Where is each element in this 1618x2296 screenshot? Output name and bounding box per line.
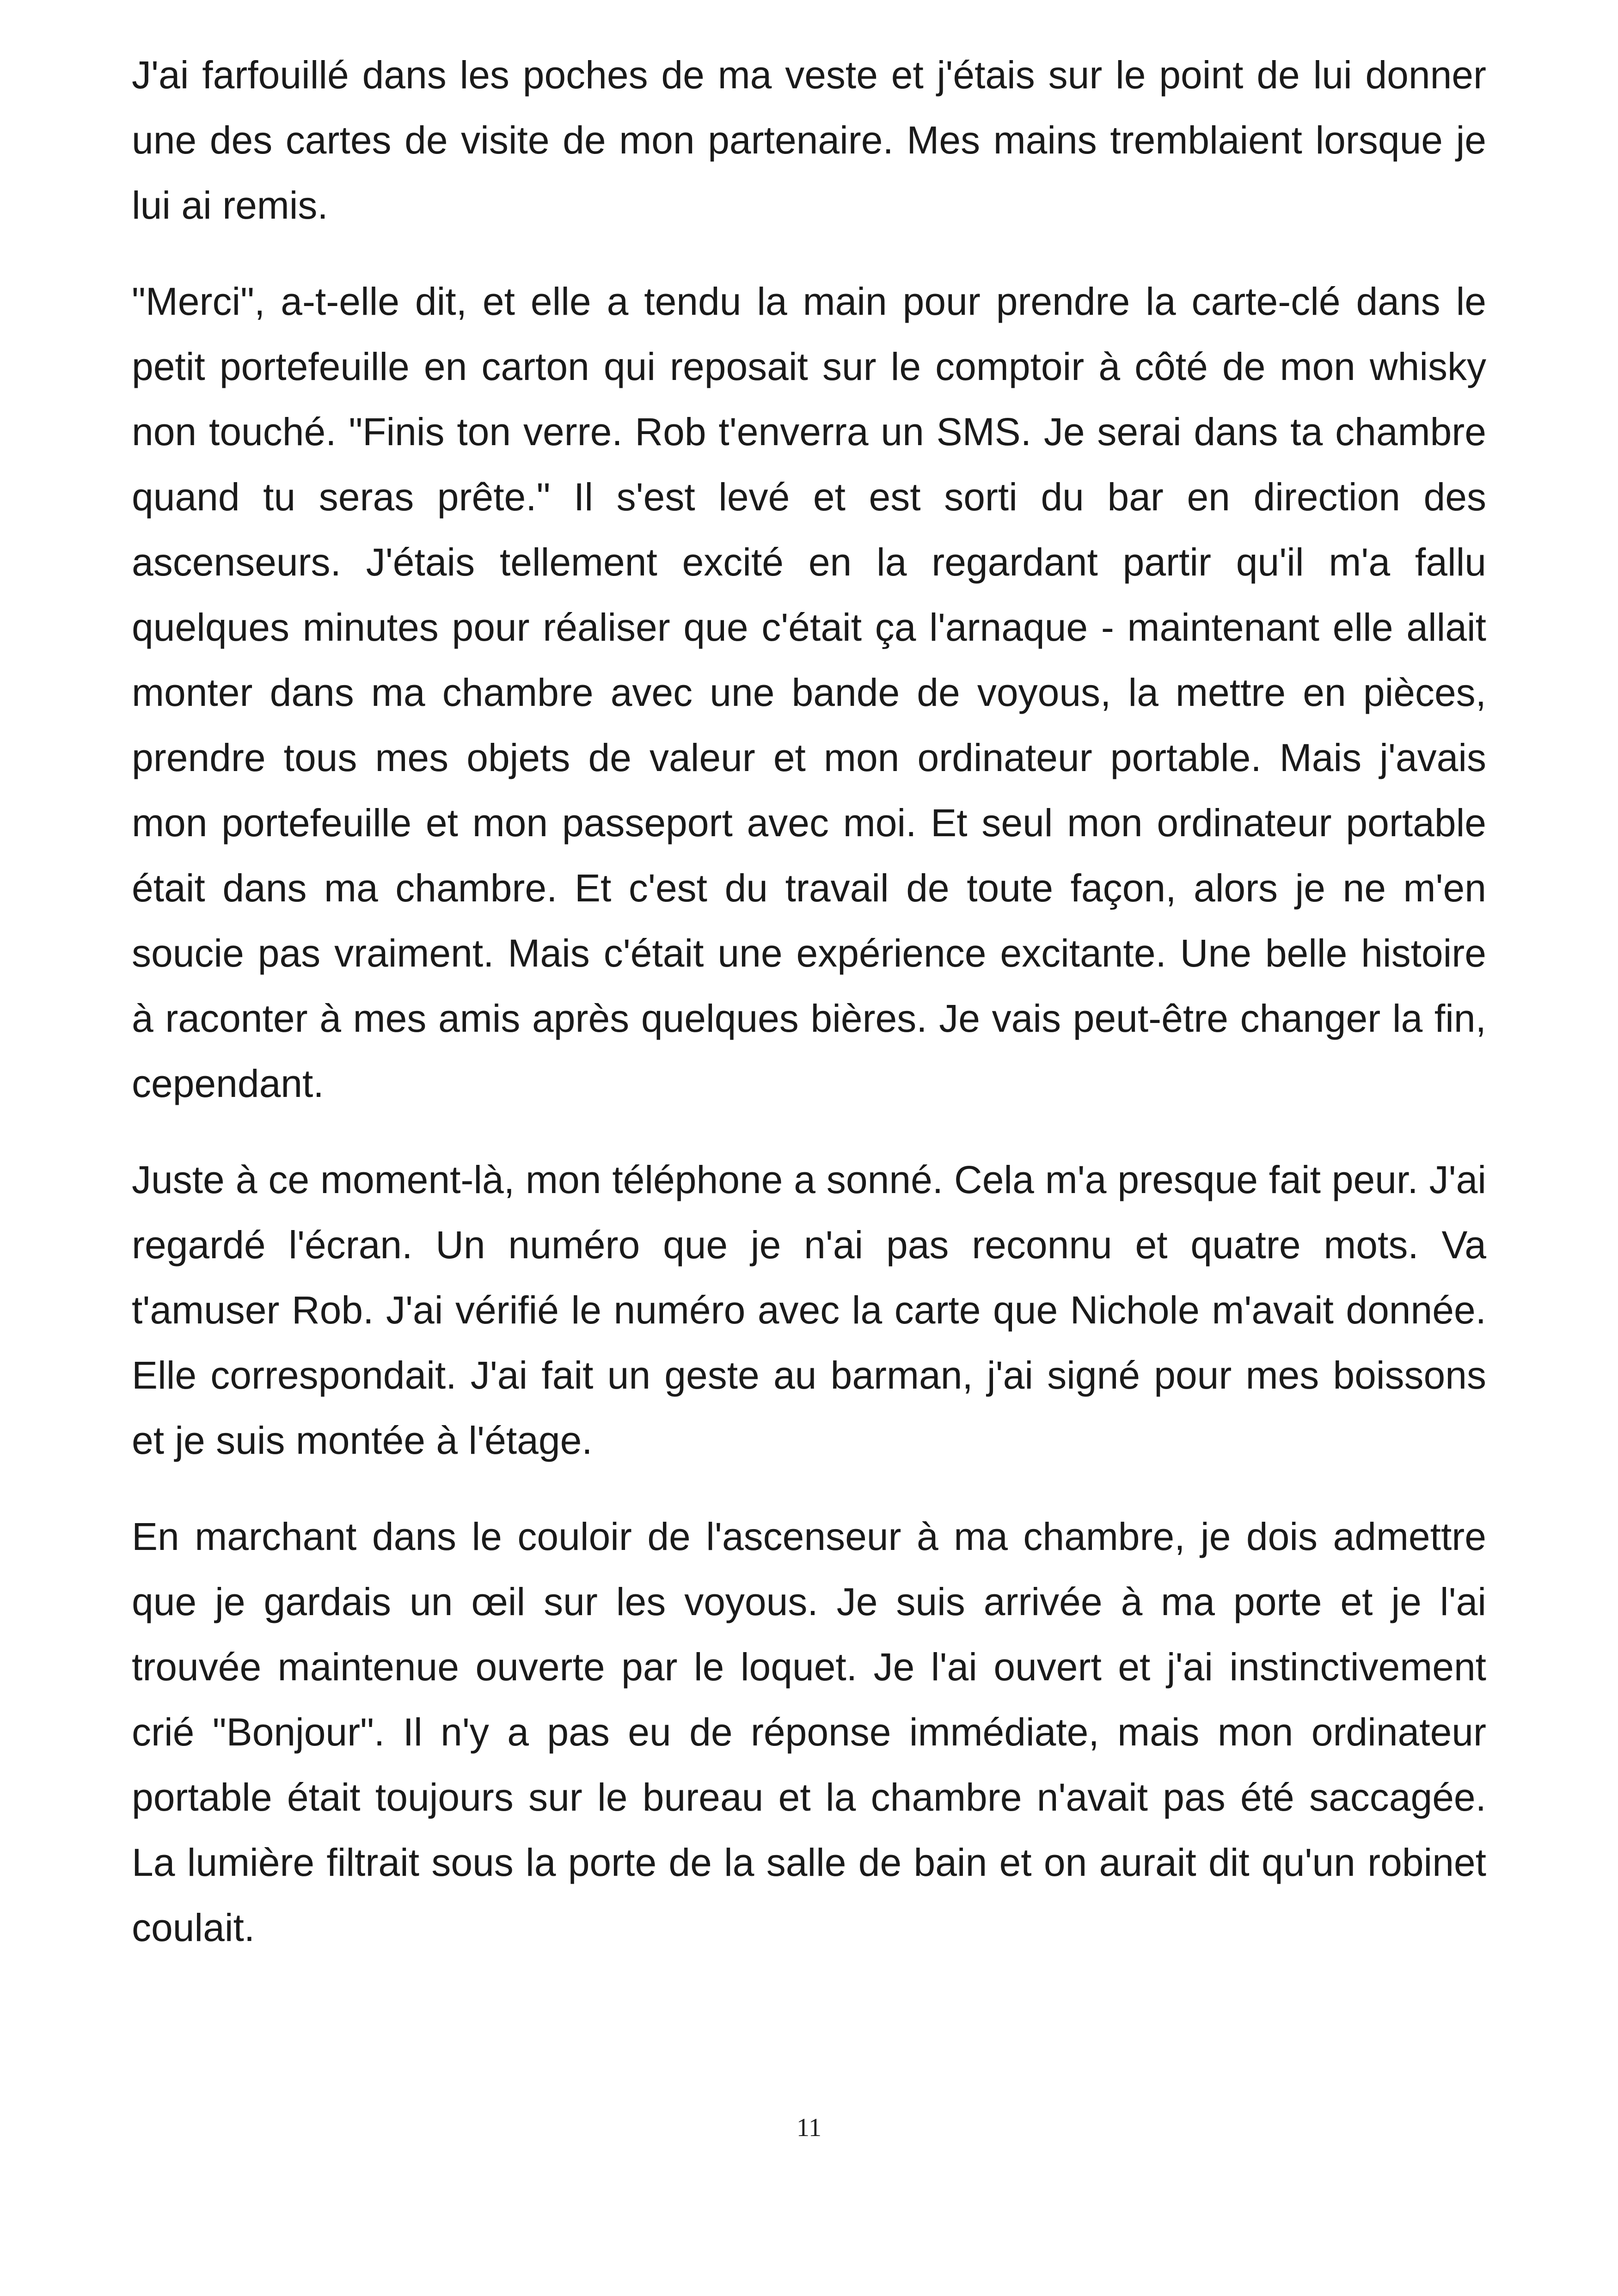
paragraph-2: "Merci", a-t-elle dit, et elle a tendu la main pour prendre la carte-clé dans le petit portefeuille en carton qui reposait sur le comptoir à côté de mon whisky non touché. "Finis ton verre. Rob t'enverra un SMS. Je serai dans ta chambre quand tu seras prête." Il s'est levé et est sorti du bar en direction des ascenseurs. J'étais tellement excité en la regardant partir qu'il m'a fallu quelques minutes pour réaliser que c'était ça l'arnaque - maintenant elle allait monter dans ma chambre avec une bande de voyous, la mettre en pièces, prendre tous mes objets de valeur et mon ordinateur portable. Mais j'avais mon portefeuille et mon passeport avec moi. Et seul mon ordinateur portable était dans ma chambre. Et c'est du travail de toute façon, alors je ne m'en soucie pas vraiment. Mais c'était une expérience excitante. Une belle histoire à raconter à mes amis après quelques bières. Je vais peut-être changer la fin, cependant. <box>132 280 1486 1105</box>
paragraph-3: Juste à ce moment-là, mon téléphone a sonné. Cela m'a presque fait peur. J'ai regardé l'écran. Un numéro que je n'ai pas reconnu et quatre mots. Va t'amuser Rob. J'ai vérifié le numéro avec la carte que Nichole m'avait donnée. Elle correspondait. J'ai fait un geste au barman, j'ai signé pour mes boissons et je suis montée à l'étage. <box>132 1158 1486 1462</box>
text-body <box>132 43 1486 1991</box>
page-number: 11 <box>797 2113 821 2142</box>
paragraph-4: En marchant dans le couloir de l'ascenseur à ma chambre, je dois admettre que je gardais un œil sur les voyous. Je suis arrivée à ma porte et je l'ai trouvée maintenue ouverte par le loquet. Je l'ai ouvert et j'ai instinctivement crié "Bonjour". Il n'y a pas eu de réponse immédiate, mais mon ordinateur portable était toujours sur le bureau et la chambre n'avait pas été saccagée. La lumière filtrait sous la porte de la salle de bain et on aurait dit qu'un robinet coulait. <box>132 1515 1486 1949</box>
paragraph-1: J'ai farfouillé dans les poches de ma veste et j'étais sur le point de lui donner une des cartes de visite de mon partenaire. Mes mains tremblaient lorsque je lui ai remis. <box>132 53 1486 227</box>
